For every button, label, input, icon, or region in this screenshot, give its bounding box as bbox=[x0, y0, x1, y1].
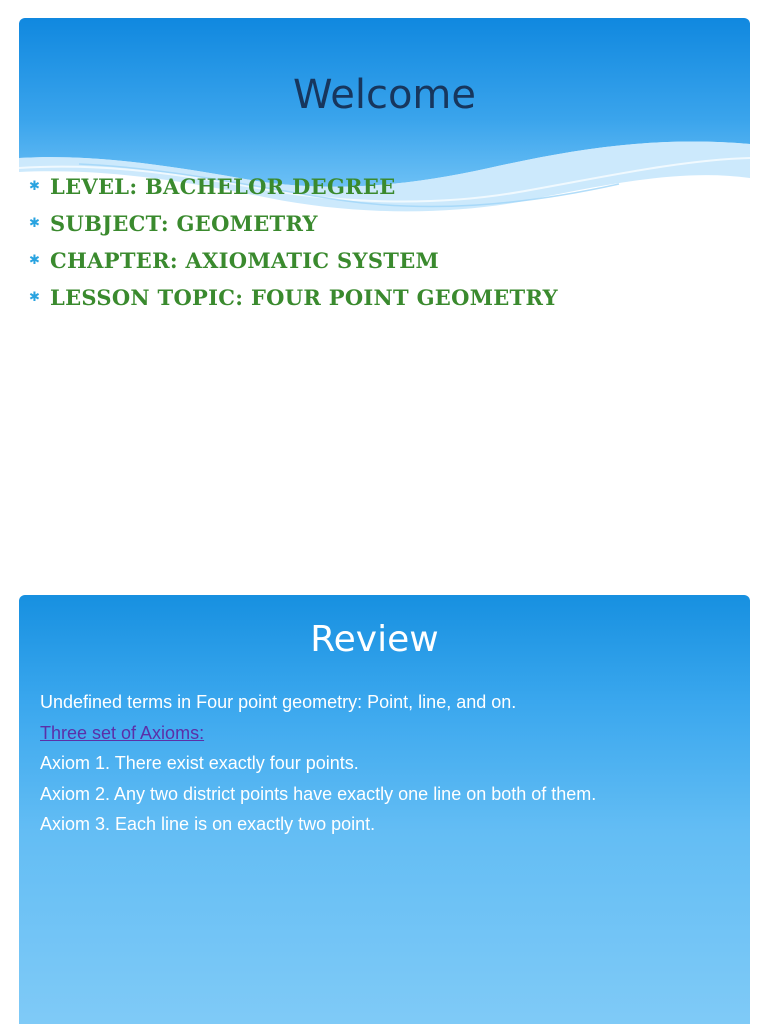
review-content bbox=[40, 687, 596, 840]
slide-title: Review bbox=[310, 619, 439, 660]
undefined-terms-line: Undefined terms in Four point geometry: Point, line, and on. bbox=[40, 692, 517, 712]
axiom-2-line: Axiom 2. Any two district points have exactly one line on both of them. bbox=[40, 783, 597, 804]
welcome-slide bbox=[19, 18, 750, 563]
review-slide bbox=[19, 595, 750, 1024]
list-item: ✱ LEVEL: BACHELOR DEGREE bbox=[29, 168, 558, 205]
asterisk-bullet-icon: ✱ bbox=[29, 216, 41, 231]
list-item: ✱ LESSON TOPIC: FOUR POINT GEOMETRY bbox=[29, 279, 558, 316]
list-item: ✱ SUBJECT: GEOMETRY bbox=[29, 205, 558, 242]
asterisk-bullet-icon: ✱ bbox=[29, 179, 41, 194]
list-item: ✱ CHAPTER: AXIOMATIC SYSTEM bbox=[29, 242, 558, 279]
axiom-1-line: Axiom 1. There exist exactly four points. bbox=[40, 753, 359, 774]
axiom-3-line: Axiom 3. Each line is on exactly two point. bbox=[40, 814, 376, 835]
axioms-subheading: Three set of Axioms: bbox=[40, 722, 205, 743]
asterisk-bullet-icon: ✱ bbox=[29, 253, 41, 268]
asterisk-bullet-icon: ✱ bbox=[29, 290, 41, 305]
slide-title: Welcome bbox=[293, 72, 476, 118]
course-info-list bbox=[29, 168, 558, 316]
